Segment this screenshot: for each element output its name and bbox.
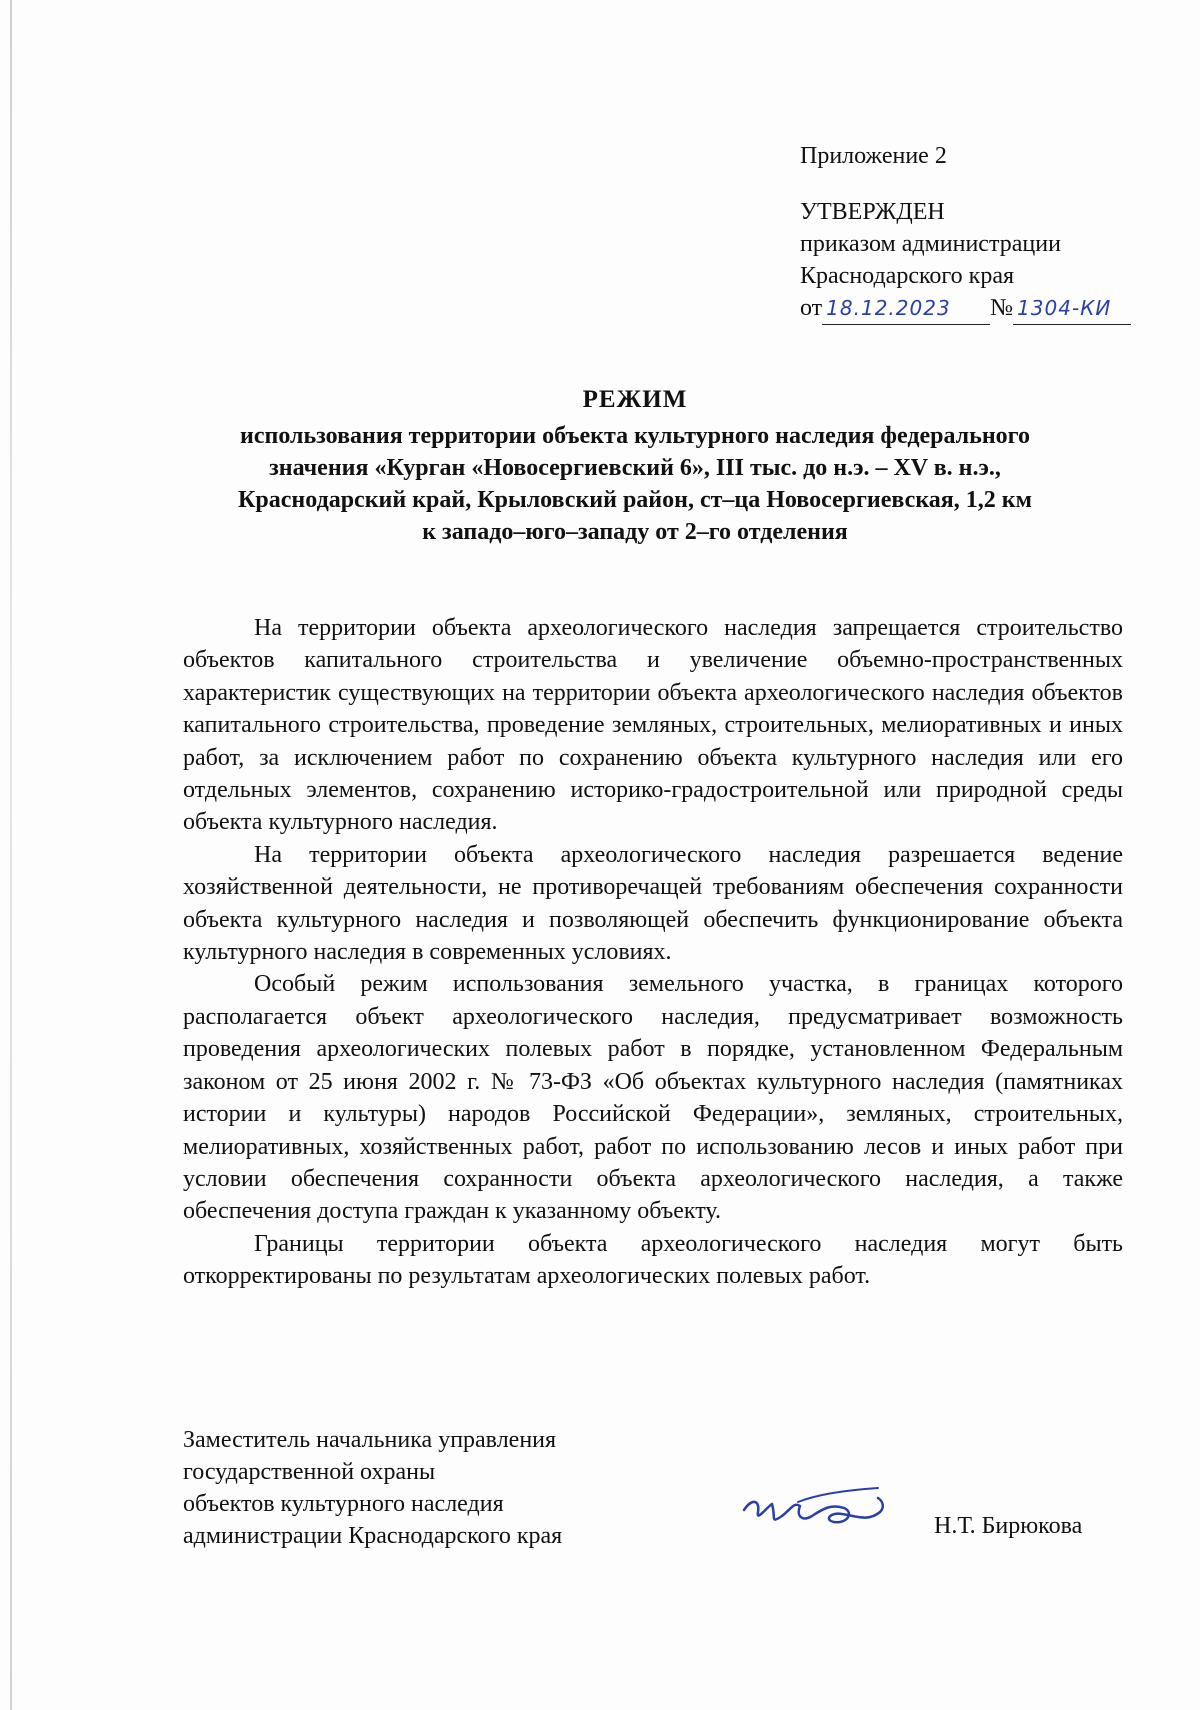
scan-edge (10, 0, 12, 1710)
position-line-1: Заместитель начальника управления (183, 1427, 557, 1453)
paragraph-2: На территории объекта археологического наследия разрешается ведение хозяйственной деятельности, не противоречащей требованиям обеспечения сохранности объекта культурного наследия и позволяющей обеспечить функционирование объекта культурного наследия в современных условиях. (183, 841, 1123, 966)
document-body (183, 612, 1123, 1293)
title-line-3: Краснодарский край, Крыловский район, ст–ца Новосергиевская, 1,2 км (238, 487, 1032, 513)
order-date-handwritten: 18.12.2023 (822, 292, 990, 325)
approval-stamp-block (800, 140, 1131, 325)
order-line-2: Краснодарского края (800, 263, 1015, 289)
number-prefix: № (990, 295, 1014, 321)
position-line-4: администрации Краснодарского края (183, 1523, 563, 1549)
approved-label: УТВЕРЖДЕН (800, 199, 945, 225)
signer-position (183, 1424, 562, 1552)
appendix-label: Приложение 2 (800, 143, 947, 169)
title-line-4: к западо–юго–западу от 2–го отделения (422, 519, 848, 545)
paragraph-1: На территории объекта археологического наследия запрещается строительство объектов капитального строительства и увеличение объемно-пространственных характеристик существующих на территории объекта археологического наследия объектов капитального строительства, проведение земляных, строительных, мелиоративных и иных работ, за исключением работ по сохранению объекта культурного наследия или его отдельных элементов, сохранению историко-градостроительной или природной среды объекта культурного наследия. (183, 615, 1123, 836)
paragraph-4: Границы территории объекта археологического наследия могут быть откорректированы по результатам археологических полевых работ. (183, 1230, 1123, 1290)
signer-name: Н.Т. Бирюкова (934, 1513, 1083, 1539)
document-title (170, 384, 1100, 548)
handwritten-signature (738, 1482, 888, 1542)
position-line-2: государственной охраны (183, 1459, 436, 1485)
title-line-1: использования территории объекта культурного наследия федерального (240, 423, 1030, 449)
paragraph-3: Особый режим использования земельного участка, в границах которого располагается объект археологического наследия, предусматривает возможность проведения археологических полевых работ в порядке, установленном Федеральным законом от 25 июня 2002 г. № 73-ФЗ «Об объектах культурного наследия (памятниках истории и культуры) народов Российской Федерации», земляных, строительных, мелиоративных, хозяйственных работ, работ по использованию лесов и иных работ при условии обеспечения сохранности объекта археологического наследия, а также обеспечения доступа граждан к указанному объекту. (183, 971, 1123, 1225)
title-line-2: значения «Курган «Новосергиевский 6», III тыс. до н.э. – XV в. н.э., (269, 455, 1001, 481)
order-number-handwritten: 1304-КИ (1013, 292, 1131, 325)
position-line-3: объектов культурного наследия (183, 1491, 504, 1517)
order-date-number-line (800, 292, 1131, 325)
title-main: РЕЖИМ (582, 386, 688, 413)
order-line-1: приказом администрации (800, 231, 1061, 257)
date-prefix: от (800, 295, 823, 321)
